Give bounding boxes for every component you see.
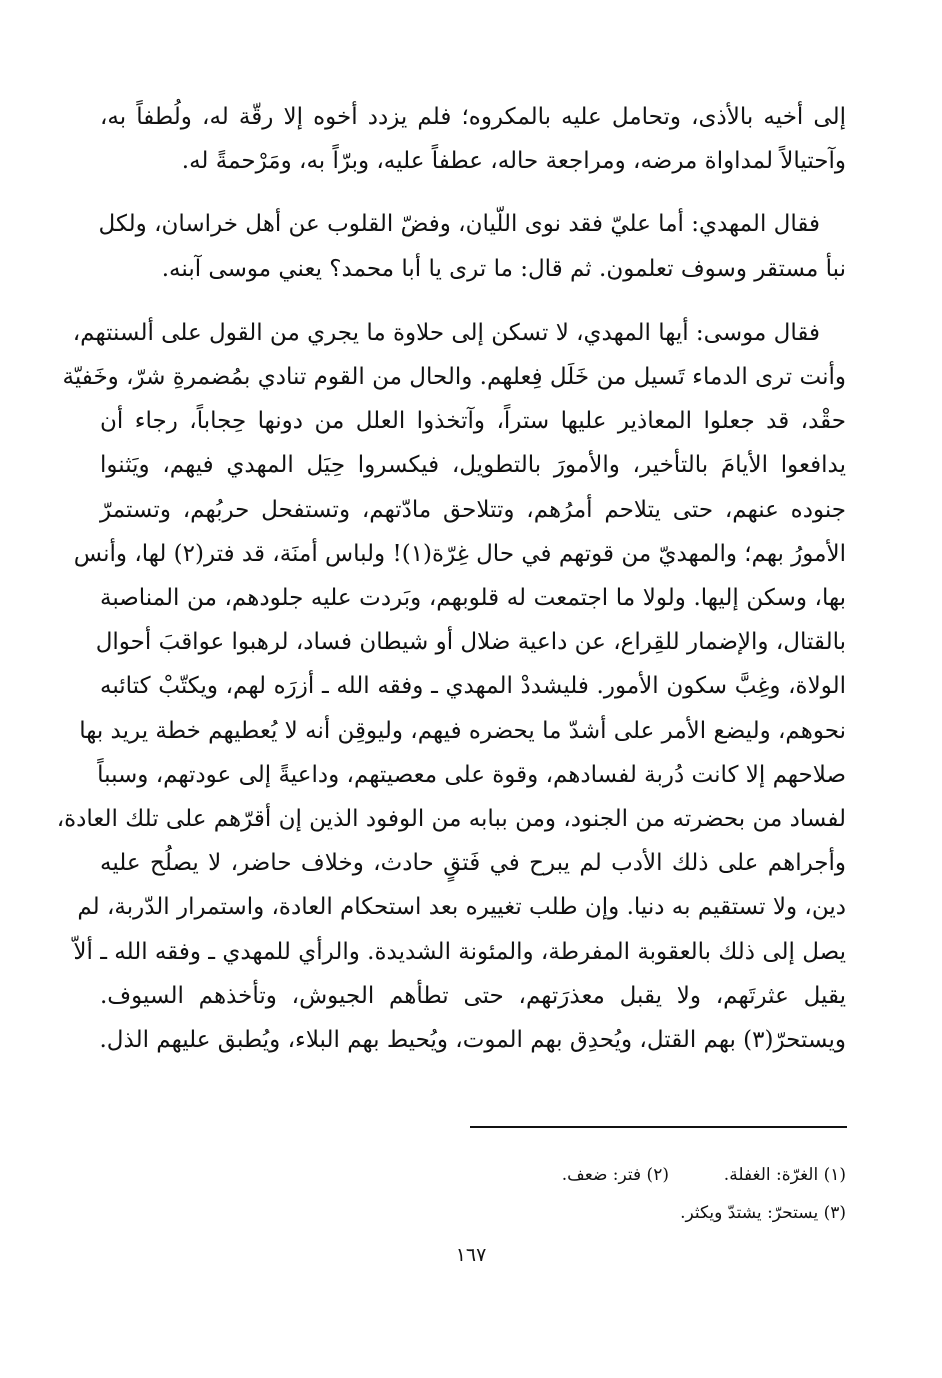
text-line: الأمورُ بهم؛ والمهديّ من قوتهم في حال غِرّة(١)! ولباس أمنَة، قد فتر(٢) لها، وأنس: [73, 540, 846, 567]
text-line: فقال موسى: أيها المهدي، لا تسكن إلى حلاوة ما يجري من القول على ألسنتهم،: [72, 319, 820, 346]
paragraph-2: [100, 202, 846, 290]
text-line: ويستحرّ(٣) بهم القتل، ويُحدِق بهم الموت، ويُحيط بهم البلاء، ويُطبق عليهم الذل.: [99, 1027, 846, 1054]
text-line: نبأ مستقر وسوف تعلمون. ثم قال: ما ترى يا أبا محمد؟ يعني موسى آبنه.: [161, 255, 846, 282]
text-line: يقيل عثرتَهم، ولا يقبل معذرَتهم، حتى تطأهم الجيوش، وتأخذهم السيوف.: [100, 982, 846, 1009]
text-line: وآحتيالاً لمداواة مرضه، ومراجعة حاله، عطفاً عليه، وبرّاً به، ومَرْحمةً له.: [181, 148, 846, 175]
page-body: [56, 95, 846, 1062]
text-line: بها، وسكن إليها. ولولا ما اجتمعت له قلوبهم، وبَردت عليه جلودهم، من المناصبة: [100, 585, 846, 612]
text-line: حقْد، قد جعلوا المعاذير عليها ستراً، وآتخذوا العلل من دونها حِجاباً، رجاء أن: [100, 408, 846, 435]
page-number: ١٦٧: [455, 1244, 487, 1266]
paragraph-3: [56, 311, 846, 1062]
text-line: الولاة، وغِبَّ سكون الأمور. فليشددْ المهدي ـ وفقه الله ـ أزرَه لهم، ويكتّبْ كتائبه: [100, 673, 846, 700]
footnote-2: (٢) فتر: ضعف.: [561, 1165, 669, 1185]
text-line: نحوهم، وليضع الأمر على أشدّ ما يحضره فيهم، وليوقِن أنه لا يُعطيهم خطة يريد بها: [79, 717, 846, 744]
text-line: صلاحهم إلا كانت دُربة لفسادهم، وقوة على معصيتهم، وداعيةً إلى عودتهم، وسبباً: [97, 761, 846, 788]
text-line: فقال المهدي: أما عليّ فقد نوى اللّيان، وفضّ القلوب عن أهل خراسان، ولكل: [98, 211, 820, 238]
text-line: يصل إلى ذلك بالعقوبة المفرطة، والمئونة الشديدة. والرأي للمهدي ـ وفقه الله ـ ألاّ: [73, 938, 846, 965]
text-line: دين، ولا تستقيم به دنيا. وإن طلب تغييره بعد استحكام العادة، واستمرار الدّربة، لم: [77, 894, 846, 921]
footnotes: [346, 1156, 846, 1232]
footnote-3: (٣) يستحرّ: يشتدّ ويكثر.: [680, 1203, 846, 1223]
paragraph-1: [100, 95, 846, 183]
text-line: وأنت ترى الدماء تَسيل من خَلَل فِعلهم. والحال من القوم تنادي بمُضمرةِ شرّ، وخَفيّة: [62, 364, 846, 391]
footnote-1: (١) الغرّة: الغفلة.: [723, 1165, 846, 1185]
text-line: جنوده عنهم، حتى يتلاحم أمرُهم، وتتلاحق مادّتهم، وتستفحل حربُهم، وتستمرّ: [100, 496, 846, 523]
text-line: إلى أخيه بالأذى، وتحامل عليه بالمكروه؛ فلم يزدد أخوه إلا رقّة له، ولُطفاً به،: [100, 104, 846, 130]
footnote-row: [346, 1194, 846, 1232]
text-line: بالقتال، والإضمار للقِراع، عن داعية ضلال أو شيطان فساد، لرهبوا عواقبَ أحوال: [95, 629, 846, 656]
text-line: يدافعوا الأيامَ بالتأخير، والأمورَ بالتطويل، فيكسروا حِيَل المهدي فيهم، ويَثنوا: [100, 452, 846, 479]
footnote-divider: [470, 1126, 847, 1128]
text-line: وأجراهم على ذلك الأدب لم يبرح في فَتقٍ حادث، وخلاف حاضر، لا يصلُح عليه: [100, 850, 846, 877]
text-line: لفساد من بحضرته من الجنود، ومن ببابه من الوفود الذين إن أقرّهم على تلك العادة،: [56, 806, 846, 833]
footnote-row: [346, 1156, 846, 1194]
